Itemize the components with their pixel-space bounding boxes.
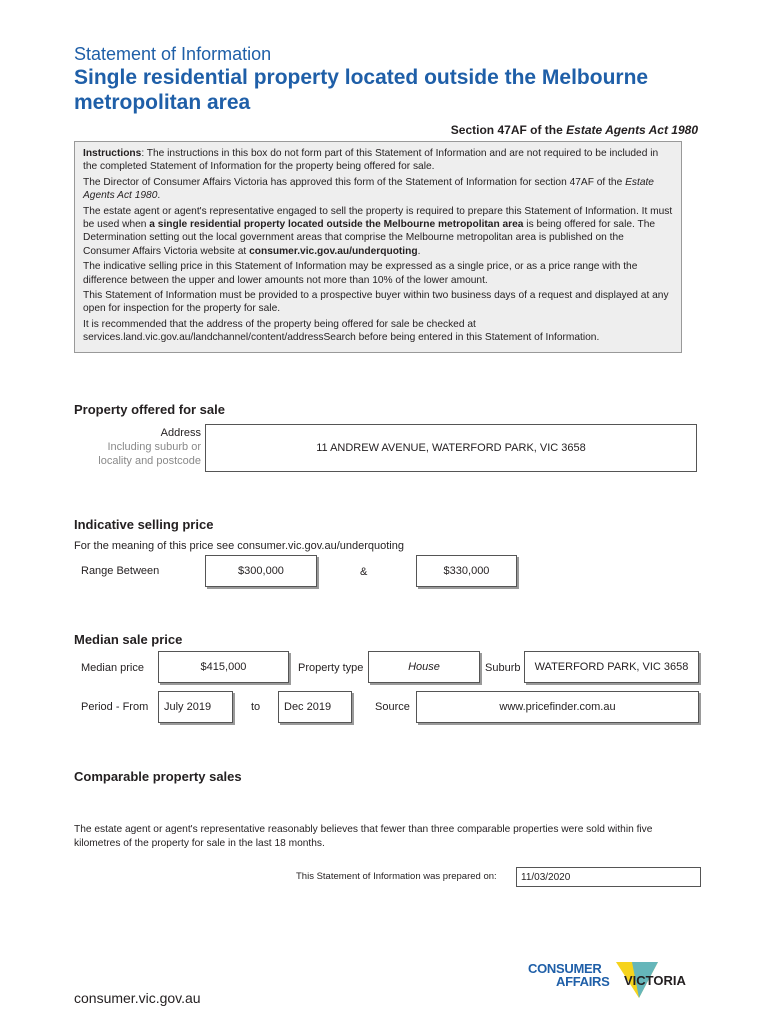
instructions-p6: It is recommended that the address of the property being offered for sale be checked at services.land.vic.gov.au/landchannel/content/addressSearch before being entered in this Statement of Information.	[83, 318, 600, 344]
period-to-label: to	[251, 701, 261, 713]
instructions-p2-act: Estate Agents Act 1980	[83, 176, 654, 202]
median-price-label: Median price	[81, 662, 144, 674]
prepared-label: This Statement of Information was prepared on:	[296, 871, 497, 882]
underquoting-link[interactable]: consumer.vic.gov.au/underquoting	[249, 245, 418, 257]
property-type-label: Property type	[298, 662, 364, 674]
section-act: Estate Agents Act 1980	[566, 123, 698, 137]
logo-line2: AFFAIRS	[556, 974, 610, 989]
property-heading: Property offered for sale	[74, 402, 225, 417]
price-high-field[interactable]: $330,000	[416, 555, 517, 587]
instructions-p2: The Director of Consumer Affairs Victoria has approved this form of the Statement of Information for section 47AF of the	[83, 176, 626, 188]
instructions-p3: The estate agent or agent's representative engaged to sell the property is required to prepare this Statement of Information. It must be used when	[83, 205, 673, 231]
source-label: Source	[375, 701, 410, 713]
address-hint-1: Including suburb or	[107, 441, 201, 453]
indicative-note: For the meaning of this price see consumer.vic.gov.au/underquoting	[74, 540, 404, 552]
indicative-heading: Indicative selling price	[74, 517, 214, 532]
address-label-block	[80, 426, 201, 468]
address-hint-2: locality and postcode	[98, 455, 201, 467]
form-subtitle: Statement of Information	[74, 44, 272, 64]
instructions-p3-end: .	[417, 245, 421, 257]
consumer-affairs-victoria-logo	[528, 958, 708, 1006]
median-heading: Median sale price	[74, 632, 183, 647]
comparable-heading: Comparable property sales	[74, 769, 242, 784]
instructions-heading: Instructions	[83, 148, 142, 159]
address-field[interactable]: 11 ANDREW AVENUE, WATERFORD PARK, VIC 3658	[205, 424, 697, 472]
logo-line1: CONSUMER	[528, 961, 602, 976]
instructions-p2-end: .	[157, 190, 161, 202]
range-ampersand: &	[360, 566, 368, 578]
suburb-field[interactable]: WATERFORD PARK, VIC 3658	[524, 651, 699, 683]
property-type-field[interactable]: House	[368, 651, 480, 683]
comparable-text: The estate agent or agent's representative reasonably believes that fewer than three comparable properties were sold within five kilometres of the property for sale in the last 18 months.	[74, 824, 653, 849]
instructions-p5: This Statement of Information must be provided to a prospective buyer within two business days of a request and displayed at any open for inspection for the property for sale.	[83, 290, 669, 315]
prepared-date-field[interactable]: 11/03/2020	[516, 867, 701, 887]
address-label: Address	[160, 427, 201, 439]
suburb-label: Suburb	[485, 662, 521, 674]
section-prefix: Section 47AF of the	[450, 123, 567, 137]
period-from-field[interactable]: July 2019	[158, 691, 233, 723]
range-label: Range Between	[81, 565, 160, 577]
period-from-label: Period - From	[81, 701, 149, 713]
instructions-p3-bold: a single residential property located outside the Melbourne metropolitan area	[149, 219, 524, 231]
source-field[interactable]: www.pricefinder.com.au	[416, 691, 699, 723]
section-reference	[451, 123, 698, 137]
instructions-p4: The indicative selling price in this Statement of Information may be expressed as a single price, or as a price range with the difference between the upper and lower amounts not more than 10% of the lower amount.	[83, 261, 638, 286]
instructions-p1: : The instructions in this box do not form part of this Statement of Information and are not required to be included in the completed Statement of Information for the property being offered for sale.	[83, 148, 659, 173]
logo-victoria: VICTORIA	[624, 973, 686, 988]
price-low-field[interactable]: $300,000	[205, 555, 317, 587]
footer-url[interactable]: consumer.vic.gov.au	[74, 990, 201, 1006]
instructions-p3-b: is being offered for sale. The Determination setting out the local government areas that comprise the Melbourne metropolitan area is published on the Consumer Affairs Victoria website at	[83, 219, 656, 257]
median-price-field[interactable]: $415,000	[158, 651, 289, 683]
page-title: Single residential property located outside the Melbourne metropolitan area	[74, 66, 649, 114]
instructions-box	[74, 141, 682, 353]
period-to-field[interactable]: Dec 2019	[278, 691, 352, 723]
